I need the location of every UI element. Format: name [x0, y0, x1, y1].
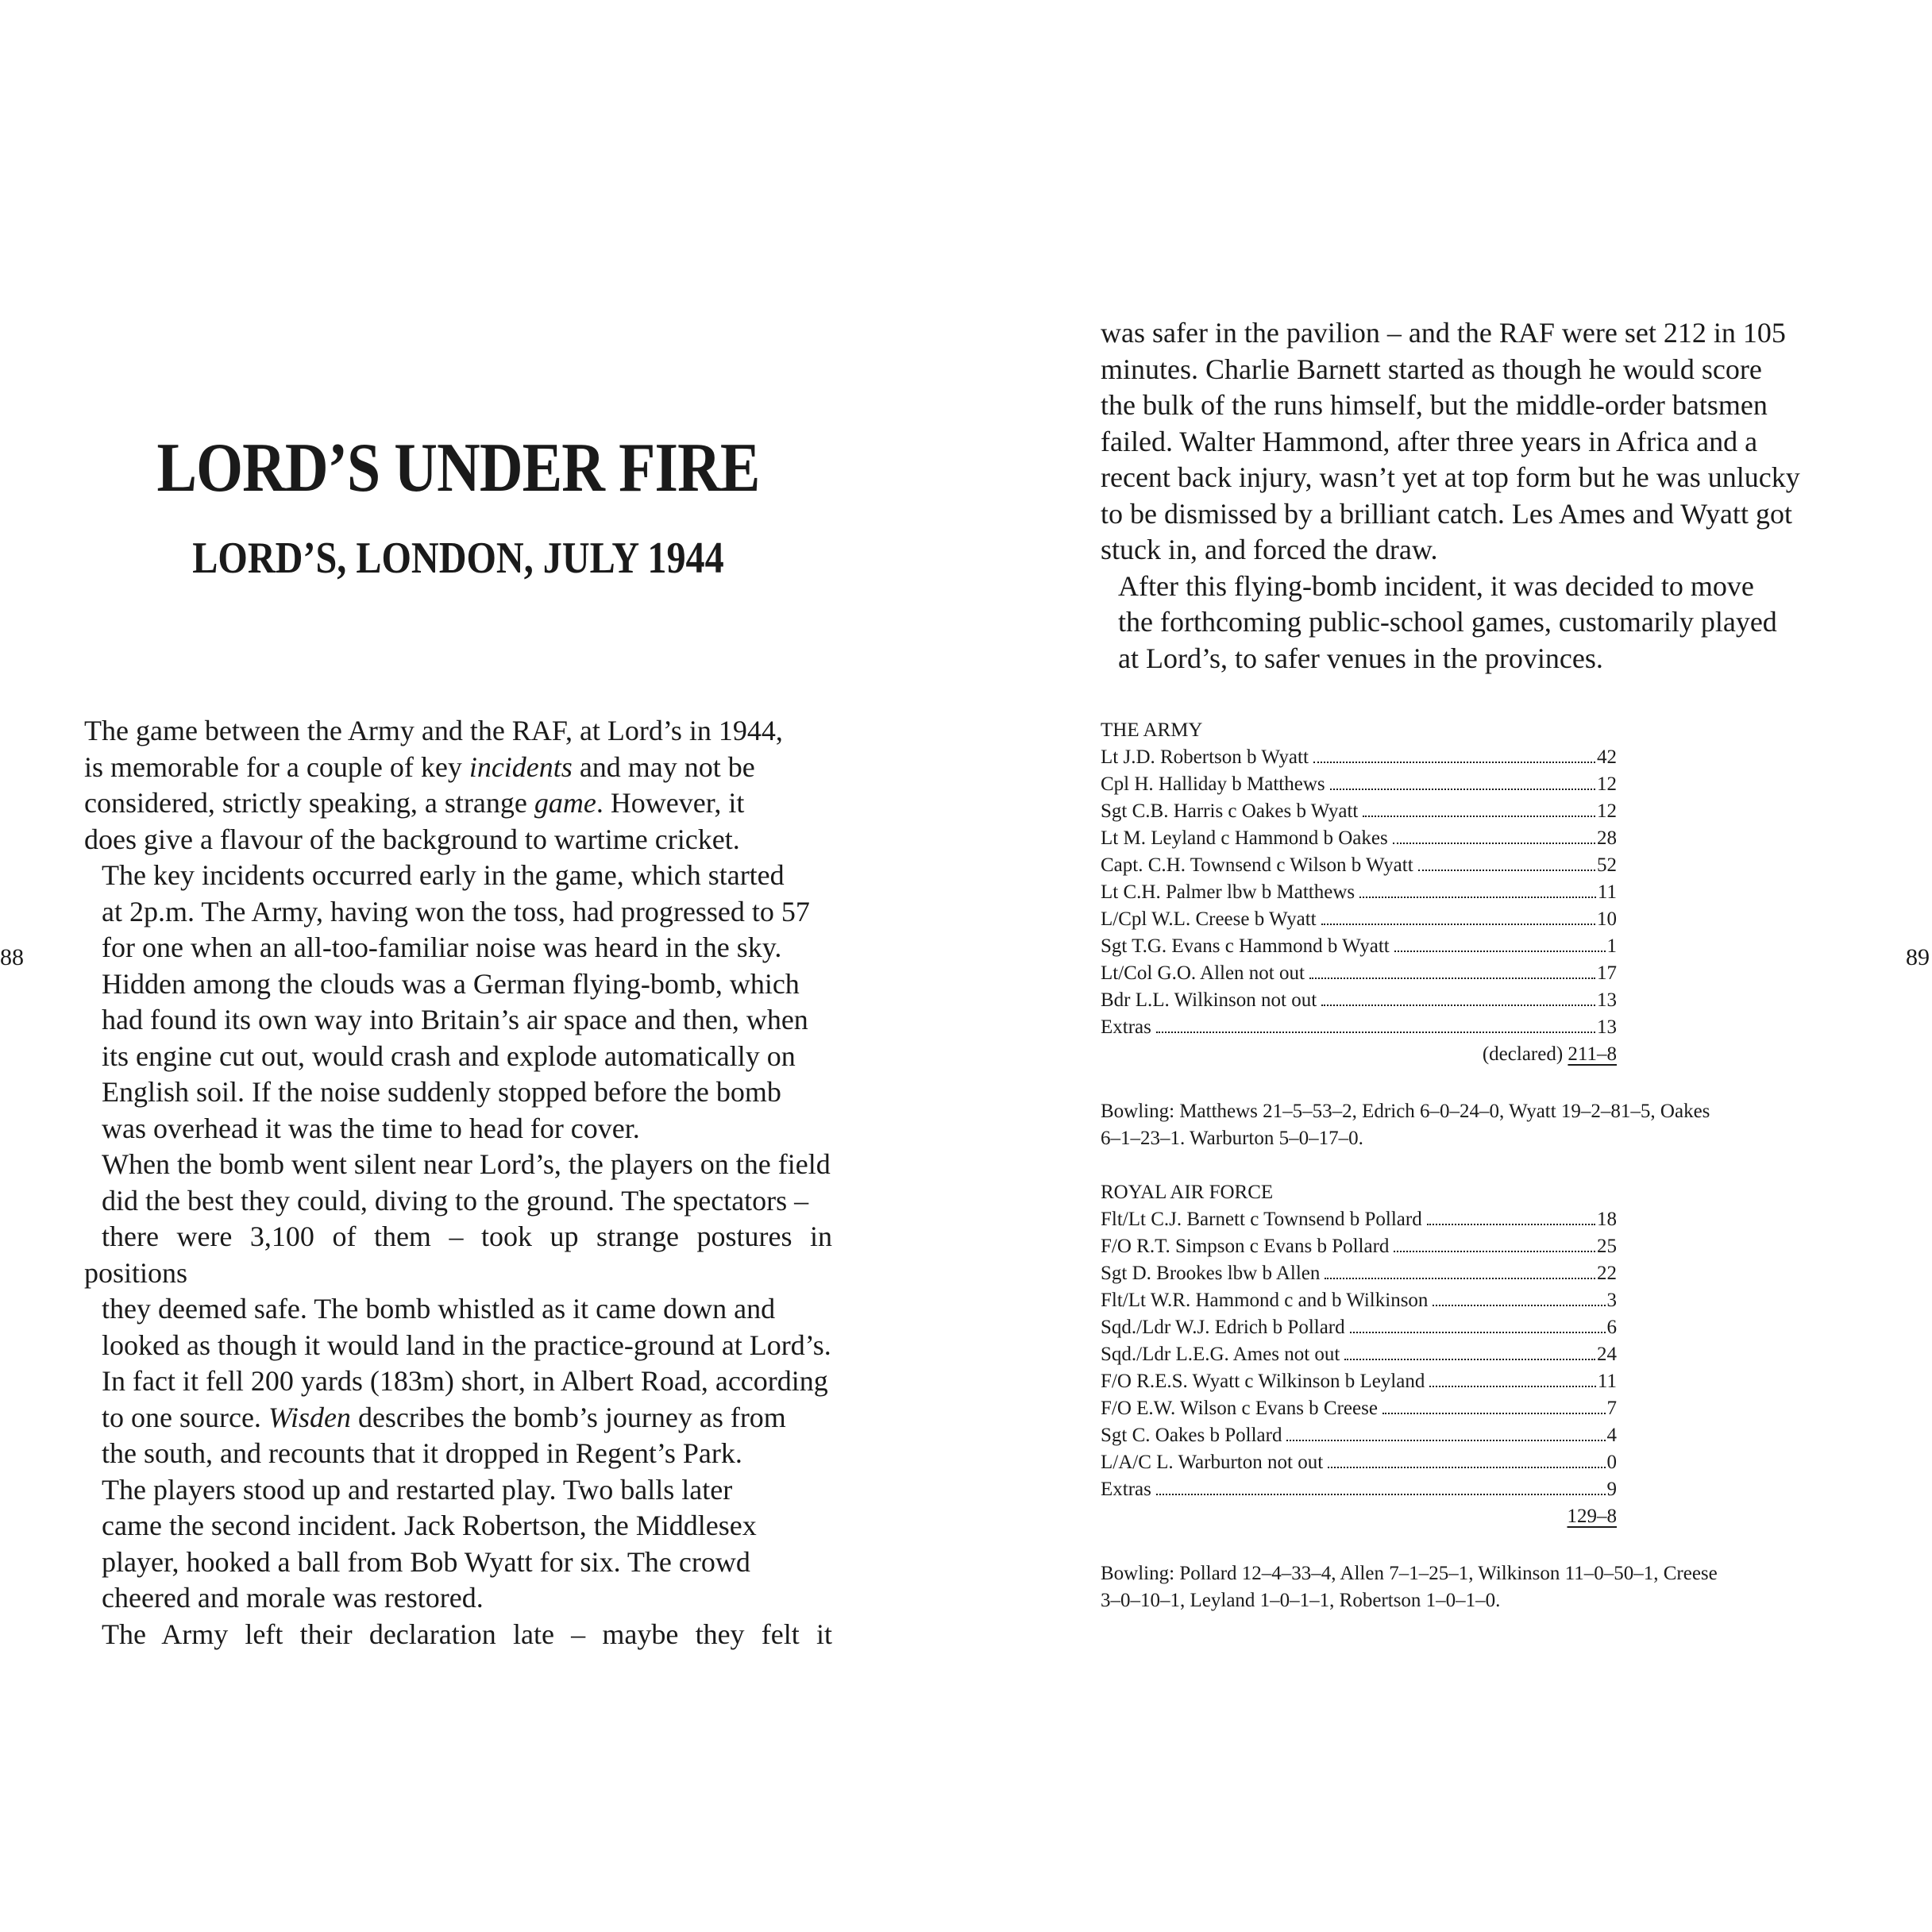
text-line: Hidden among the clouds was a German flying-bomb, which — [102, 967, 800, 1000]
text-line: had found its own way into Britain’s air space and then, when — [102, 1004, 808, 1035]
text-line: The game between the Army and the RAF, at Lord’s in 1944, — [84, 715, 783, 746]
text-line: player, hooked a ball from Bob Wyatt for six. The crowd — [102, 1545, 750, 1578]
text-line: they deemed safe. The bomb whistled as it came down and — [102, 1293, 776, 1325]
runs-scored: 9 — [1606, 1479, 1617, 1500]
total-value: 129–8 — [1567, 1506, 1617, 1527]
batting-row — [1101, 852, 1617, 879]
dot-leader — [1350, 1332, 1606, 1333]
batting-row — [1101, 1368, 1617, 1395]
text-line: minutes. Charlie Barnett started as though he would score — [1101, 353, 1762, 385]
text-line: Bowling: Matthews 21–5–53–2, Edrich 6–0–24–0, Wyatt 19–2–81–5, Oakes — [1101, 1101, 1710, 1122]
runs-scored: 11 — [1597, 881, 1617, 903]
text-line: for one when an all-too-familiar noise was heard in the sky. — [102, 931, 782, 963]
paragraph — [84, 1617, 832, 1653]
batting-row — [1101, 879, 1617, 906]
text-line: the bulk of the runs himself, but the middle-order batsmen — [1101, 389, 1768, 421]
dot-leader — [1433, 1305, 1605, 1306]
paragraph — [84, 858, 832, 1147]
paragraph — [84, 713, 832, 858]
runs-scored: 7 — [1606, 1398, 1617, 1419]
batting-row — [1101, 906, 1617, 933]
batting-row — [1101, 825, 1617, 852]
batter-dismissal: L/A/C L. Warburton not out — [1101, 1452, 1324, 1473]
batting-row — [1101, 1014, 1617, 1041]
batting-row — [1101, 1314, 1617, 1341]
text-line: to be dismissed by a brilliant catch. Les Ames and Wyatt got — [1101, 497, 1792, 530]
text-line: Bowling: Pollard 12–4–33–4, Allen 7–1–25–1, Wilkinson 11–0–50–1, Creese — [1101, 1563, 1718, 1584]
batter-dismissal: Sgt C.B. Harris c Oakes b Wyatt — [1101, 800, 1359, 822]
text-line: at 2p.m. The Army, having won the toss, had progressed to 57 — [102, 895, 810, 927]
batter-dismissal: F/O R.E.S. Wyatt c Wilkinson b Leyland — [1101, 1371, 1425, 1392]
runs-scored: 10 — [1597, 908, 1617, 930]
batter-dismissal: Cpl H. Halliday b Matthews — [1101, 773, 1325, 795]
text-line: came the second incident. Jack Robertson, the Middlesex — [102, 1510, 757, 1541]
paragraph — [1101, 569, 1852, 677]
runs-scored: 17 — [1597, 962, 1617, 984]
runs-scored: 28 — [1597, 827, 1617, 849]
batter-dismissal: Flt/Lt C.J. Barnett c Townsend b Pollard — [1101, 1209, 1422, 1230]
emphasis: game — [534, 787, 596, 819]
batter-dismissal: Capt. C.H. Townsend c Wilson b Wyatt — [1101, 854, 1413, 876]
left-body-text — [84, 713, 832, 1652]
runs-scored: 12 — [1597, 773, 1617, 795]
batting-row — [1101, 771, 1617, 798]
text-line: The key incidents occurred early in the game, which started — [102, 859, 785, 891]
dot-leader — [1321, 1005, 1595, 1006]
batter-dismissal: Lt J.D. Robertson b Wyatt — [1101, 746, 1309, 768]
batter-dismissal: F/O E.W. Wilson c Evans b Creese — [1101, 1398, 1378, 1419]
dot-leader — [1418, 870, 1595, 871]
batting-row — [1101, 960, 1617, 987]
team-name: THE ARMY — [1101, 719, 1203, 741]
text-line: 3–0–10–1, Leyland 1–0–1–1, Robertson 1–0–1–0. — [1101, 1590, 1501, 1611]
dot-leader — [1313, 762, 1595, 763]
batter-dismissal: Sgt D. Brookes lbw b Allen — [1101, 1263, 1321, 1284]
text-line: was overhead it was the time to head for cover. — [102, 1112, 640, 1144]
text-line: was safer in the pavilion – and the RAF were set 212 in 105 — [1101, 317, 1786, 349]
runs-scored: 22 — [1597, 1263, 1617, 1284]
batting-row — [1101, 1395, 1617, 1422]
text-line: did the best they could, diving to the ground. The spectators – — [102, 1184, 809, 1217]
batting-row — [1101, 987, 1617, 1014]
text-line: When the bomb went silent near Lord’s, the players on the field — [102, 1148, 831, 1180]
text-line: recent back injury, wasn’t yet at top form but he was unlucky — [1101, 461, 1800, 493]
batter-dismissal: Sqd./Ldr W.J. Edrich b Pollard — [1101, 1317, 1345, 1338]
runs-scored: 4 — [1606, 1425, 1617, 1446]
runs-scored: 3 — [1606, 1290, 1617, 1311]
page-number-right: 89 — [1906, 944, 1930, 970]
runs-scored: 6 — [1606, 1317, 1617, 1338]
batter-dismissal: Sgt T.G. Evans c Hammond b Wyatt — [1101, 935, 1390, 957]
batting-row — [1101, 1422, 1617, 1449]
emphasis: incidents — [469, 750, 573, 783]
text-line: its engine cut out, would crash and explode automatically on — [102, 1039, 796, 1072]
dot-leader — [1156, 1032, 1595, 1033]
runs-scored: 25 — [1597, 1236, 1617, 1257]
raf-bowling-figures — [1101, 1560, 1807, 1614]
paragraph — [84, 1472, 832, 1617]
text-line: is memorable for a couple of key incidents and may not be — [84, 750, 755, 783]
page-number-left: 88 — [0, 944, 24, 970]
runs-scored: 0 — [1606, 1452, 1617, 1473]
text-line: the south, and recounts that it dropped in Regent’s Park. — [102, 1437, 742, 1469]
runs-scored: 13 — [1597, 989, 1617, 1011]
batter-dismissal: L/Cpl W.L. Creese b Wyatt — [1101, 908, 1317, 930]
dot-leader — [1363, 816, 1595, 817]
chapter-subtitle: LORD’S, LONDON, JULY 1944 — [192, 534, 724, 583]
batting-row — [1101, 1287, 1617, 1314]
batting-row — [1101, 798, 1617, 825]
dot-leader — [1429, 1386, 1596, 1387]
dot-leader — [1156, 1494, 1606, 1495]
text-line: In fact it fell 200 yards (183m) short, in Albert Road, according — [102, 1365, 828, 1397]
runs-scored: 1 — [1606, 935, 1617, 957]
runs-scored: 24 — [1597, 1344, 1617, 1365]
batter-dismissal: Lt C.H. Palmer lbw b Matthews — [1101, 881, 1355, 903]
text-line: does give a flavour of the background to wartime cricket. — [84, 823, 740, 855]
dot-leader — [1309, 978, 1595, 979]
dot-leader — [1321, 924, 1595, 925]
batter-dismissal: Lt M. Leyland c Hammond b Oakes — [1101, 827, 1388, 849]
batter-dismissal: F/O R.T. Simpson c Evans b Pollard — [1101, 1236, 1390, 1257]
batter-dismissal: Extras — [1101, 1479, 1151, 1500]
dot-leader — [1286, 1440, 1605, 1441]
runs-scored: 13 — [1597, 1016, 1617, 1038]
total-value: 211–8 — [1568, 1043, 1617, 1065]
army-bowling-figures — [1101, 1098, 1807, 1152]
batting-rows — [1101, 1206, 1617, 1503]
batting-row — [1101, 1476, 1617, 1503]
dot-leader — [1325, 1278, 1595, 1279]
batting-row — [1101, 1449, 1617, 1476]
text-line: failed. Walter Hammond, after three years in Africa and a — [1101, 425, 1758, 457]
emphasis: Wisden — [268, 1401, 351, 1433]
paragraph — [1101, 315, 1852, 569]
text-line: to one source. Wisden describes the bomb’s journey as from — [102, 1401, 786, 1433]
chapter-title: LORD’S UNDER FIRE — [156, 430, 760, 507]
batter-dismissal: Bdr L.L. Wilkinson not out — [1101, 989, 1317, 1011]
dot-leader — [1328, 1467, 1605, 1468]
text-line: The Army left their declaration late – maybe they felt it — [102, 1618, 832, 1650]
innings-total — [1101, 1503, 1617, 1530]
text-line: After this flying-bomb incident, it was decided to move — [1118, 569, 1754, 602]
batting-row — [1101, 933, 1617, 960]
runs-scored: 11 — [1597, 1371, 1617, 1392]
batter-dismissal: Lt/Col G.O. Allen not out — [1101, 962, 1305, 984]
dot-leader — [1394, 951, 1606, 952]
dot-leader — [1359, 897, 1596, 898]
batting-rows — [1101, 744, 1617, 1041]
text-line: cheered and morale was restored. — [102, 1582, 484, 1614]
batter-dismissal: Flt/Lt W.R. Hammond c and b Wilkinson — [1101, 1290, 1429, 1311]
text-line: looked as though it would land in the practice-ground at Lord’s. — [102, 1328, 831, 1361]
dot-leader — [1382, 1413, 1606, 1414]
text-line: stuck in, and forced the draw. — [1101, 534, 1438, 565]
batter-dismissal: Sqd./Ldr L.E.G. Ames not out — [1101, 1344, 1340, 1365]
batter-dismissal: Sgt C. Oakes b Pollard — [1101, 1425, 1282, 1446]
text-line: there were 3,100 of them – took up strange postures in positions — [84, 1221, 832, 1289]
text-line: The players stood up and restarted play. Two balls later — [102, 1473, 733, 1506]
runs-scored: 42 — [1597, 746, 1617, 768]
text-line: considered, strictly speaking, a strange game. However, it — [84, 787, 745, 819]
right-body-text — [1101, 315, 1852, 677]
dot-leader — [1427, 1224, 1595, 1225]
team-name: ROYAL AIR FORCE — [1101, 1182, 1274, 1203]
text-line: the forthcoming public-school games, customarily played — [1118, 606, 1777, 638]
runs-scored: 12 — [1597, 800, 1617, 822]
runs-scored: 18 — [1597, 1209, 1617, 1230]
batting-row — [1101, 1233, 1617, 1260]
text-line: English soil. If the noise suddenly stopped before the bomb — [102, 1076, 781, 1108]
batting-row — [1101, 1260, 1617, 1287]
batter-dismissal: Extras — [1101, 1016, 1151, 1038]
innings-total: (declared) 211–8 — [1482, 1043, 1617, 1065]
dot-leader — [1393, 843, 1595, 844]
dot-leader — [1344, 1359, 1595, 1360]
dot-leader — [1330, 789, 1595, 790]
batting-row — [1101, 1206, 1617, 1233]
dot-leader — [1394, 1251, 1595, 1252]
paragraph — [84, 1147, 832, 1472]
army-scorecard — [1101, 717, 1617, 1068]
batting-row — [1101, 744, 1617, 771]
raf-scorecard — [1101, 1179, 1617, 1530]
text-line: 6–1–23–1. Warburton 5–0–17–0. — [1101, 1128, 1363, 1149]
runs-scored: 52 — [1597, 854, 1617, 876]
batting-row — [1101, 1341, 1617, 1368]
text-line: at Lord’s, to safer venues in the provinces. — [1118, 642, 1603, 674]
